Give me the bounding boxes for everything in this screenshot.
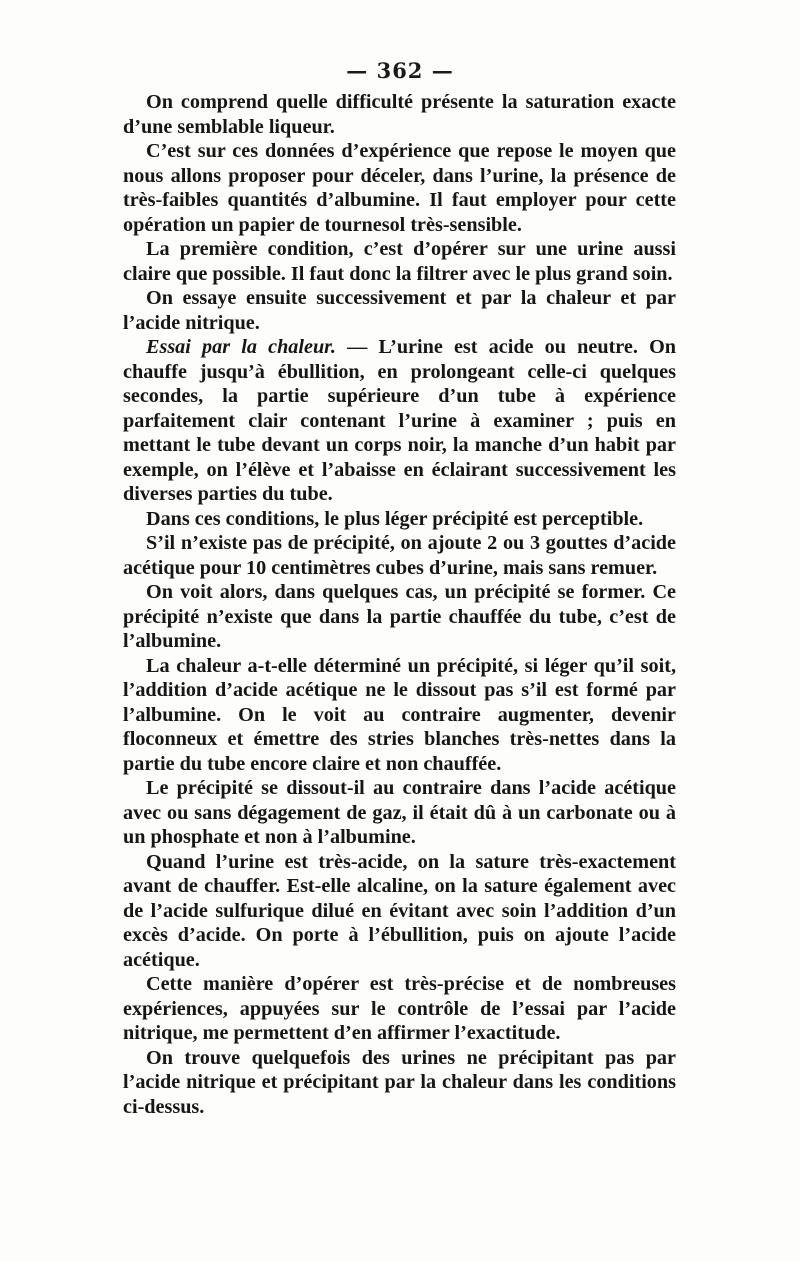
paragraph-essai	[123, 335, 676, 507]
essai-label: Essai par la chaleur.	[146, 336, 336, 358]
paragraph: On voit alors, dans quelques cas, un précipité se former. Ce précipité n’existe que dans la partie chauffée du tube, c’est de l’albumine.	[123, 581, 676, 652]
body-text	[123, 90, 676, 1119]
paragraph: On comprend quelle difficulté présente la saturation exacte d’une semblable liqueur.	[123, 91, 676, 138]
page-number: — 362 —	[346, 58, 454, 83]
paragraph: Cette manière d’opérer est très-précise et de nombreuses expériences, appuyées sur le contrôle de l’essai par l’acide nitrique, me permettent d’en affirmer l’exactitude.	[123, 973, 676, 1044]
essai-text: — L’urine est acide ou neutre. On chauffe jusqu’à ébullition, en prolongeant celle-ci quelques secondes, la partie supérieure d’un tube à expérience parfaitement clair contenant l’urine à examiner ; puis en mettant le tube devant un corps noir, la manche d’un habit par exemple, on l’élève et l’abaisse en éclairant successivement les diverses parties du tube.	[123, 336, 676, 505]
paragraph: Le précipité se dissout-il au contraire dans l’acide acétique avec ou sans dégagement de gaz, il était dû à un carbonate ou à un phosphate et non à l’albumine.	[123, 777, 676, 848]
paragraph: La chaleur a-t-elle déterminé un précipité, si léger qu’il soit, l’addition d’acide acétique ne le dissout pas s’il est formé par l’albumine. On le voit au contraire augmenter, devenir floconneux et émettre des stries blanches très-nettes dans la partie du tube encore claire et non chauffée.	[123, 654, 676, 775]
paragraph: C’est sur ces données d’expérience que repose le moyen que nous allons proposer pour déceler, dans l’urine, la présence de très-faibles quantités d’albumine. Il faut employer pour cette opération un papier de tournesol très-sensible.	[123, 140, 676, 236]
paragraph: On essaye ensuite successivement et par la chaleur et par l’acide nitrique.	[123, 287, 676, 334]
paragraph: S’il n’existe pas de précipité, on ajoute 2 ou 3 gouttes d’acide acétique pour 10 centimètres cubes d’urine, mais sans remuer.	[123, 532, 676, 579]
paragraph: On trouve quelquefois des urines ne précipitant pas par l’acide nitrique et précipitant par la chaleur dans les conditions ci-dessus.	[123, 1046, 676, 1118]
paragraph: Dans ces conditions, le plus léger précipité est perceptible.	[146, 507, 644, 530]
paragraph: Quand l’urine est très-acide, on la sature très-exactement avant de chauffer. Est-elle alcaline, on la sature également avec de l’acide sulfurique dilué en évitant avec soin l’addition d’un excès d’acide. On porte à l’ébullition, puis on ajoute l’acide acétique.	[123, 850, 676, 971]
paragraph: La première condition, c’est d’opérer sur une urine aussi claire que possible. Il faut donc la filtrer avec le plus grand soin.	[123, 238, 676, 285]
